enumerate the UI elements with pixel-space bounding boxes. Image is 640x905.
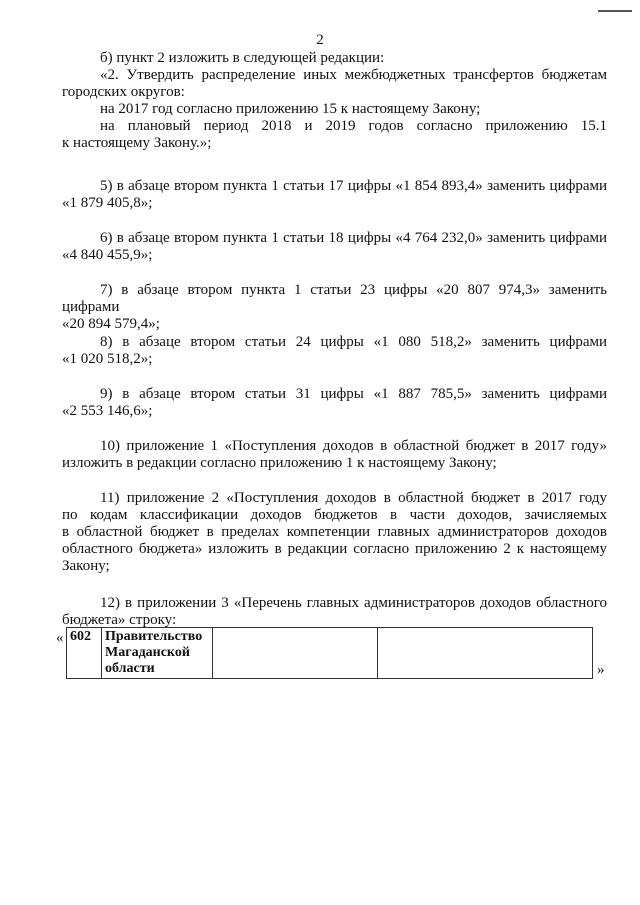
text-line: городских округов: [62,84,185,100]
text-line: «2 553 146,6»; [62,403,153,419]
text-line: по кодам классификации доходов бюджетов в части доходов, зачисляемых [62,507,607,523]
text-line: 10) приложение 1 «Поступления доходов в областной бюджет в 2017 году» [100,438,607,454]
text-line: бюджета» строку: [62,612,177,628]
opening-quote: « [56,630,64,646]
closing-quote: » [597,662,605,678]
text-line: 12) в приложении 3 «Перечень главных администраторов доходов областного [100,595,607,611]
empty-cell [378,628,593,679]
text-line: изложить в редакции согласно приложению 1 к настоящему Закону; [62,455,497,471]
text-line: «1 879 405,8»; [62,195,153,211]
table-row [67,628,593,679]
text-line: в областной бюджет в пределах компетенции главных администраторов доходов [62,524,607,540]
administrator-row-table [66,627,593,679]
text-line: Закону; [62,558,110,574]
text-line: б) пункт 2 изложить в следующей редакции: [100,50,385,66]
name-line: Правительство [105,629,203,644]
name-line: области [105,661,155,676]
text-line: «20 894 579,4»; [62,316,160,332]
paragraph-item-7 [62,282,607,333]
text-line: «1 020 518,2»; [62,351,153,367]
paragraph-item-b [62,50,607,152]
scan-mark [598,10,632,12]
text-line: на 2017 год согласно приложению 15 к настоящему Закону; [100,101,481,117]
paragraph-item-8 [62,334,607,368]
code-cell: 602 [67,628,102,679]
text-line: 11) приложение 2 «Поступления доходов в областной бюджет в 2017 году [100,490,607,506]
name-cell [102,628,213,679]
paragraph-item-11 [62,490,607,575]
paragraph-item-6 [62,230,607,264]
text-line: 6) в абзаце втором пункта 1 статьи 18 цифры «4 764 232,0» заменить цифрами [100,230,607,246]
text-line: областного бюджета» изложить в редакции согласно приложению 2 к настоящему [62,541,607,557]
text-line: 5) в абзаце втором пункта 1 статьи 17 цифры «1 854 893,4» заменить цифрами [100,178,607,194]
paragraph-item-10 [62,438,607,472]
text-line: 7) в абзаце втором пункта 1 статьи 23 цифры «20 807 974,3» заменить цифрами [62,282,607,315]
text-line: на плановый период 2018 и 2019 годов согласно приложению 15.1 [100,118,607,134]
paragraph-item-5 [62,178,607,212]
text-line: «2. Утвердить распределение иных межбюджетных трансфертов бюджетам [100,67,607,83]
paragraph-item-12 [62,595,607,629]
text-line: 8) в абзаце втором статьи 24 цифры «1 080 518,2» заменить цифрами [100,334,607,350]
text-line: «4 840 455,9»; [62,247,153,263]
text-line: 9) в абзаце втором статьи 31 цифры «1 887 785,5» заменить цифрами [100,386,607,402]
text-line: к настоящему Закону.»; [62,135,212,151]
page-number: 2 [316,32,324,48]
name-line: Магаданской [105,645,190,660]
empty-cell [213,628,378,679]
paragraph-item-9 [62,386,607,420]
